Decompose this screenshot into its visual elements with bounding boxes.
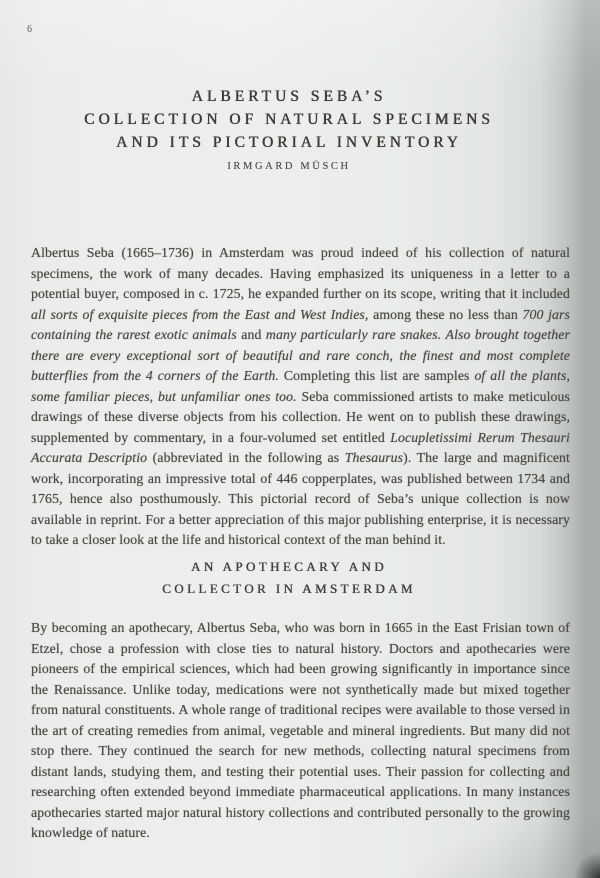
author-byline: IRMGARD MÜSCH (227, 161, 351, 172)
heading-line-1: AN APOTHECARY AND (190, 559, 387, 574)
article-header (0, 85, 578, 172)
title-line-1: ALBERTUS SEBA’S (191, 88, 387, 105)
paragraph-apothecary: By becoming an apothecary, Albertus Seba, who was born in 1665 in the East Frisian town of Etzel, chose a profession with close ties to natural history. Doctors and apothecaries were pioneers of the empirical sciences, which had been growing significantly in importance since the Renaissance. Unlike today, medications were not synthetically made but mixed together from natural constituents. A whole range of traditional recipes were available to those versed in the art of creating remedies from animal, vegetable and mineral ingredients. But many did not stop there. They continued the search for new methods, collecting natural specimens from distant lands, studying them, and testing their potential uses. Their passion for collecting and researching often extended beyond immediate pharmaceutical applications. In many instances apothecaries started major natural history collections and contributed personally to the growing knowledge of nature. (31, 620, 570, 840)
article-title (0, 85, 578, 154)
heading-line-2: COLLECTOR IN AMSTERDAM (162, 581, 416, 596)
paragraph-intro: Albertus Seba (1665–1736) in Amsterdam was proud indeed of his collection of natural specimens, the work of many decades. Having emphasized its uniqueness in a letter to a potential buyer, composed in c. 1725, he expanded further on its scope, writing that it included all sorts of exquisite pieces from the East and West Indies, among these no less than 700 jars containing the rarest exotic animals and many particularly rare snakes. Also brought together there are every exceptional sort of beautiful and rare conch, the finest and most complete butterflies from the 4 corners of the Earth. Completing this list are samples of all the plants, some familiar pieces, but unfamiliar ones too. Seba commissioned artists to make meticulous drawings of these diverse objects from his collection. He went on to publish these drawings, supplemented by commentary, in a four-volumed set entitled Locupletissimi Rerum Thesauri Accurata Descriptio (abbreviated in the following as Thesaurus). The large and magnificent work, incorporating an impressive total of 446 copperplates, was published between 1734 and 1765, hence also posthumously. This pictorial record of Seba’s unique collection is now available in reprint. For a better appreciation of this major publishing enterprise, it is necessary to take a closer look at the life and historical context of the man behind it. (31, 245, 570, 547)
title-line-3: AND ITS PICTORIAL INVENTORY (116, 134, 462, 151)
section-heading (0, 556, 578, 600)
title-line-2: COLLECTION OF NATURAL SPECIMENS (84, 111, 494, 128)
page-number: 6 (27, 24, 32, 35)
